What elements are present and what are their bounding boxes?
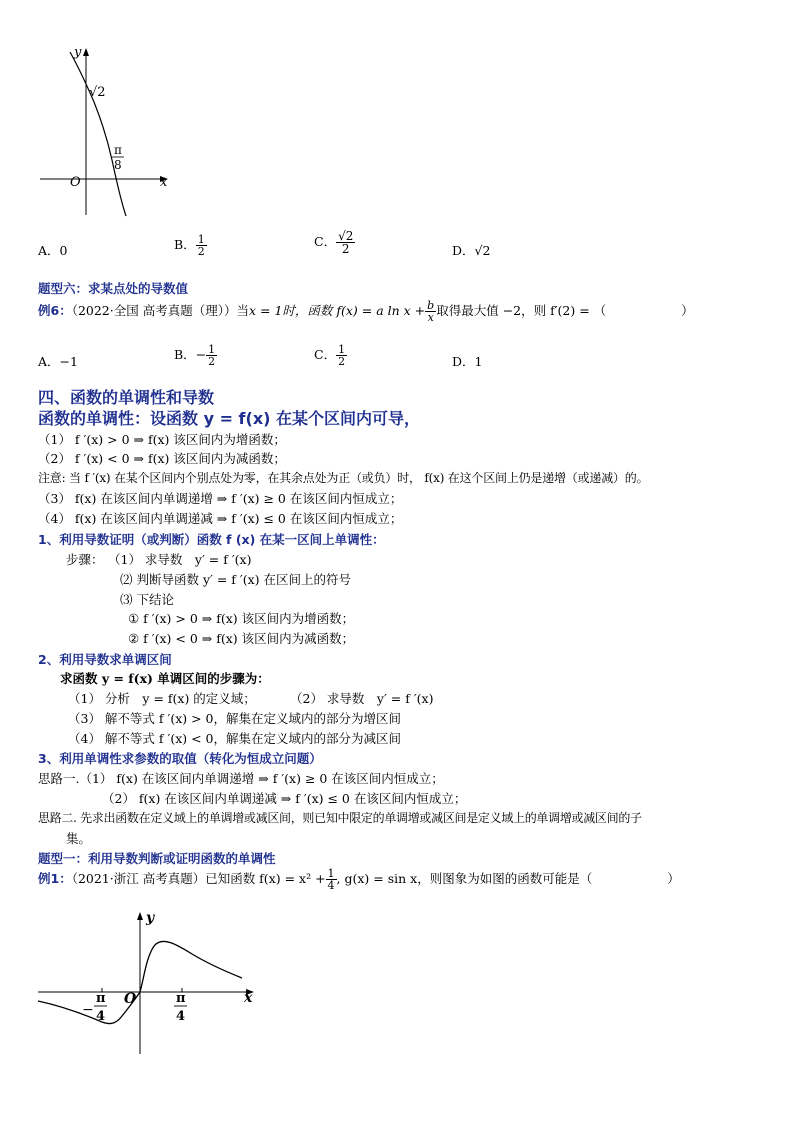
- method3-idea1a: 思路一.（1） f(x) 在该区间内单调递增 ⇒ f ′(x) ≥ 0 在该区间内恒成立；: [38, 771, 444, 786]
- option-value: −1: [59, 354, 78, 369]
- method1-conclusion1: ① f ′(x) > 0 ⇒ f(x) 该区间内为增函数；: [128, 611, 355, 626]
- denominator: 2: [341, 242, 350, 256]
- denominator: x: [427, 311, 434, 324]
- method2-title: 2、利用导数求单调区间: [38, 652, 172, 667]
- example6-option-d[interactable]: [452, 352, 482, 370]
- method3-idea2a: 思路二. 先求出函数在定义域上的单调增或减区间，则已知中限定的单调增或减区间是定义域上的单调增或减区间的子: [38, 811, 642, 825]
- prev-option-a[interactable]: [38, 241, 67, 259]
- example6-option-c[interactable]: [314, 344, 347, 367]
- denominator: 4: [327, 879, 335, 892]
- option-letter: B．: [174, 347, 196, 362]
- type1-heading: 题型一：利用导数判断或证明函数的单调性: [38, 851, 276, 866]
- example1-stem: [38, 868, 680, 891]
- x-axis-label: x: [160, 175, 168, 190]
- method1-step2: ⑵ 判断导函数 y′ = f ′(x) 在区间上的符号: [120, 572, 351, 587]
- option-value: 0: [59, 243, 68, 258]
- denominator: 2: [338, 355, 346, 368]
- section4-title: 四、函数的单调性和导数: [38, 388, 215, 407]
- example6-option-b[interactable]: [174, 344, 217, 367]
- y-axis-label: y: [74, 45, 82, 60]
- prev-option-c[interactable]: [314, 230, 355, 255]
- option-fraction: [196, 234, 207, 257]
- neg-sign: −: [82, 1002, 94, 1018]
- section4-subtitle: 函数的单调性：设函数 y = f(x) 在某个区间内可导，: [38, 409, 421, 428]
- method1-step1: （1） 求导数 y′ = f ′(x): [108, 552, 252, 567]
- option-letter: A．: [38, 243, 60, 258]
- neg-mark-pi: π: [96, 991, 106, 1006]
- example1-label: 例1：: [38, 871, 72, 886]
- example6-stem: [38, 300, 694, 323]
- type6-heading: 题型六：求某点处的导数值: [38, 281, 189, 296]
- section4-rule4: （4） f(x) 在该区间内单调递减 ⇒ f ′(x) ≤ 0 在该区间内恒成立；: [38, 511, 403, 526]
- option-letter: C．: [314, 234, 337, 249]
- example6-tail: 取得最大值 −2，则 f′(2) = （ ）: [436, 303, 694, 318]
- graph-1: [36, 40, 176, 220]
- method3-idea2b: 集。: [66, 831, 92, 846]
- numerator: 1: [327, 867, 335, 880]
- method1-title: 1、利用导数证明（或判断）函数 f (x) 在某一区间上单调性：: [38, 532, 385, 547]
- option-letter: D．: [452, 243, 475, 258]
- x-mark-eight: 8: [114, 158, 122, 172]
- method3-idea1b: （2） f(x) 在该区间内单调递减 ⇒ f ′(x) ≤ 0 在该区间内恒成立；: [102, 791, 467, 806]
- option-value: √2: [474, 243, 491, 258]
- method2-intro: 求函数 y = f(x) 单调区间的步骤为：: [60, 671, 270, 686]
- numerator: 1: [338, 343, 346, 356]
- numerator: 1: [208, 343, 216, 356]
- option-letter: D．: [452, 354, 475, 369]
- option-sign: −: [195, 347, 207, 362]
- denominator: 2: [208, 355, 216, 368]
- option-letter: B．: [174, 237, 196, 252]
- method1-steps-label: 步骤：: [66, 552, 104, 567]
- example6-fraction: [425, 300, 436, 323]
- option-letter: C．: [314, 347, 337, 362]
- method3-title: 3、利用单调性求参数的取值（转化为恒成立问题）: [38, 751, 322, 766]
- graph-2: [36, 906, 262, 1058]
- option-letter: A．: [38, 354, 60, 369]
- example6-source: （2022·全国 高考真题（理））当: [71, 303, 249, 318]
- numerator: b: [427, 299, 435, 312]
- example1-fraction: [326, 868, 337, 891]
- section4-note: 注意: 当 f ′(x) 在某个区间内个别点处为零，在其余点处为正（或负）时， f(x) 在这个区间上仍是递增（或递减）的。: [38, 471, 649, 485]
- section4-rule3: （3） f(x) 在该区间内单调递增 ⇒ f ′(x) ≥ 0 在该区间内恒成立；: [38, 491, 403, 506]
- prev-option-d[interactable]: [452, 241, 490, 259]
- curve-1: [70, 52, 126, 216]
- example6-cond: x = 1时，函数 f(x) = a ln x +: [248, 303, 426, 318]
- neg-mark-four: 4: [96, 1009, 106, 1024]
- y-axis-arrow: [83, 48, 89, 56]
- example1-tail: , g(x) = sin x，则图象为如图的函数可能是（ ）: [336, 871, 680, 886]
- method1-conclusion2: ② f ′(x) < 0 ⇒ f(x) 该区间内为减函数；: [128, 631, 355, 646]
- origin-label: O: [70, 175, 81, 190]
- method2-step1: （1） 分析 y = f(x) 的定义域；: [68, 691, 256, 706]
- example6-option-a[interactable]: [38, 352, 78, 370]
- denominator: 2: [197, 245, 205, 258]
- method1-step3: ⑶ 下结论: [120, 592, 174, 607]
- pos-mark-four: 4: [176, 1009, 186, 1024]
- option-fraction: [336, 344, 347, 367]
- section4-rule2: （2） f ′(x) < 0 ⇒ f(x) 该区间内为减函数；: [38, 451, 286, 466]
- option-value: 1: [474, 354, 483, 369]
- option-fraction: [206, 344, 217, 367]
- x-axis-label: x: [244, 990, 253, 1006]
- method2-step4: （4） 解不等式 f ′(x) < 0，解集在定义域内的部分为减区间: [68, 731, 402, 746]
- x-mark-pi: π: [114, 143, 122, 157]
- y-axis-arrow: [137, 912, 143, 920]
- example6-label: 例6：: [38, 303, 72, 318]
- numerator: √2: [338, 229, 354, 243]
- origin-label: O: [124, 991, 137, 1007]
- method2-step2: （2） 求导数 y′ = f ′(x): [290, 691, 434, 706]
- pos-mark-pi: π: [176, 991, 186, 1006]
- numerator: 1: [197, 233, 205, 246]
- y-mark-sqrt2: √2: [89, 85, 106, 100]
- section4-rule1: （1） f ′(x) > 0 ⇒ f(x) 该区间内为增函数；: [38, 432, 286, 447]
- y-axis-label: y: [146, 910, 155, 926]
- option-fraction: [336, 230, 355, 255]
- example1-source: （2021·浙江 高考真题）已知函数 f(x) = x² +: [71, 871, 326, 886]
- method2-step3: （3） 解不等式 f ′(x) > 0，解集在定义域内的部分为增区间: [68, 711, 402, 726]
- prev-option-b[interactable]: [174, 234, 207, 257]
